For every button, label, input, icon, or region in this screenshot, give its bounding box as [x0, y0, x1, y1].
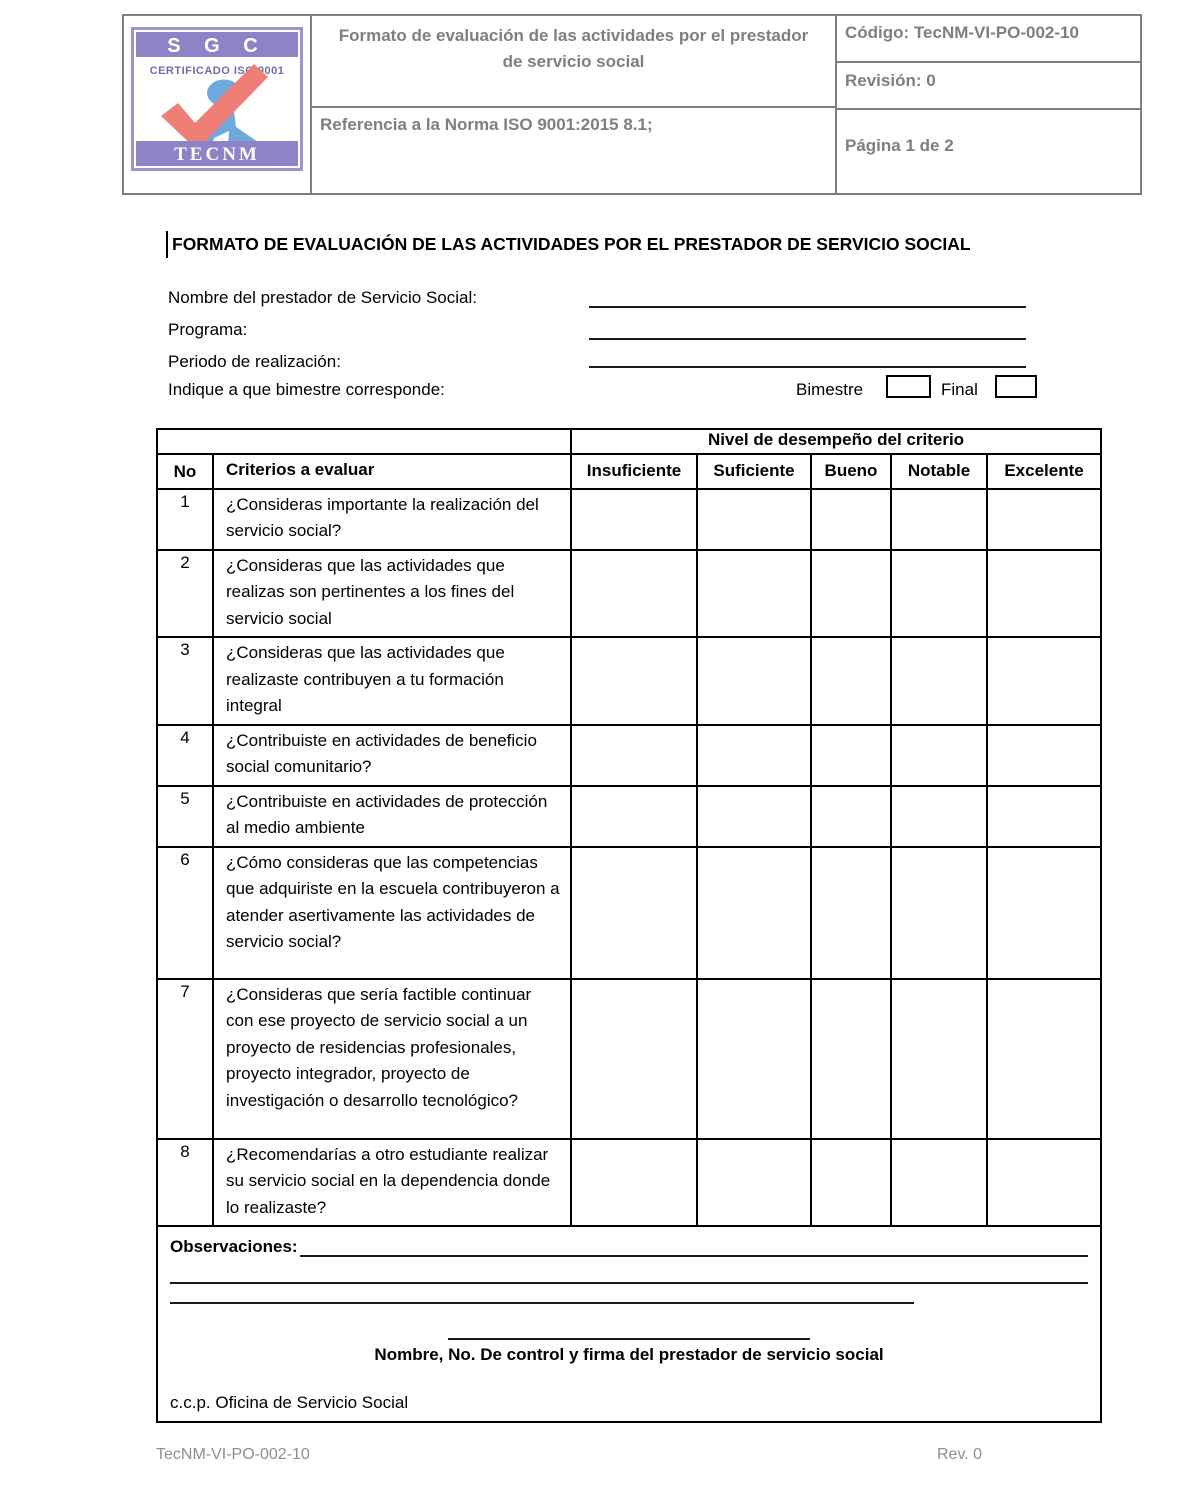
table-row: [157, 550, 1101, 638]
criterio-text: ¿Recomendarías a otro estudiante realizar su servicio social en la dependencia donde lo realizaste?: [213, 1139, 571, 1227]
sgc-tecnm-logo: [131, 27, 303, 171]
rating-cell[interactable]: [811, 489, 891, 550]
rating-cell[interactable]: [891, 1139, 987, 1227]
row-number: 5: [157, 786, 213, 847]
table-row: [157, 786, 1101, 847]
col-header-notable: Notable: [891, 454, 987, 489]
rating-cell[interactable]: [571, 1139, 697, 1227]
logo-cell: [124, 16, 310, 193]
rating-cell[interactable]: [571, 979, 697, 1139]
rating-cell[interactable]: [697, 550, 811, 638]
rating-cell[interactable]: [697, 786, 811, 847]
logo-sgc-text: S G C: [167, 35, 267, 57]
row-number: 2: [157, 550, 213, 638]
col-header-bueno: Bueno: [811, 454, 891, 489]
rating-cell[interactable]: [697, 847, 811, 979]
header-reference: Referencia a la Norma ISO 9001:2015 8.1;: [312, 106, 835, 193]
col-header-suficiente: Suficiente: [697, 454, 811, 489]
rating-cell[interactable]: [697, 725, 811, 786]
rating-cell[interactable]: [891, 550, 987, 638]
table-row: [157, 725, 1101, 786]
page-title: FORMATO DE EVALUACIÓN DE LAS ACTIVIDADES POR EL PRESTADOR DE SERVICIO SOCIAL: [172, 234, 971, 254]
signature-line[interactable]: [448, 1330, 810, 1340]
nombre-line[interactable]: [589, 289, 1026, 308]
rating-cell[interactable]: [987, 637, 1101, 725]
table-row: [157, 1139, 1101, 1227]
rating-cell[interactable]: [891, 847, 987, 979]
rating-cell[interactable]: [987, 1139, 1101, 1227]
rating-cell[interactable]: [811, 637, 891, 725]
table-row: [157, 637, 1101, 725]
rating-cell[interactable]: [571, 489, 697, 550]
rating-cell[interactable]: [811, 725, 891, 786]
rating-cell[interactable]: [571, 550, 697, 638]
table-row: [157, 489, 1101, 550]
ccp-text: c.c.p. Oficina de Servicio Social: [170, 1393, 409, 1412]
criteria-table-wrap: [156, 428, 1100, 1423]
rating-cell[interactable]: [987, 786, 1101, 847]
column-header-row: [157, 454, 1101, 489]
row-number: 7: [157, 979, 213, 1139]
bimestre-question-label: Indique a que bimestre corresponde:: [168, 380, 445, 399]
rating-cell[interactable]: [571, 786, 697, 847]
rating-cell[interactable]: [891, 979, 987, 1139]
col-header-no: No: [157, 454, 213, 489]
logo-tecnm-text: TECNM: [174, 144, 260, 165]
rating-cell[interactable]: [811, 979, 891, 1139]
row-number: 8: [157, 1139, 213, 1227]
rating-cell[interactable]: [811, 550, 891, 638]
rating-cell[interactable]: [811, 786, 891, 847]
rating-cell[interactable]: [571, 637, 697, 725]
periodo-label: Periodo de realización:: [168, 352, 341, 371]
group-header: Nivel de desempeño del criterio: [571, 429, 1101, 454]
criterio-text: ¿Consideras que las actividades que realizaste contribuyen a tu formación integral: [213, 637, 571, 725]
header-form-title: Formato de evaluación de las actividades por el prestador de servicio social: [338, 26, 809, 71]
rating-cell[interactable]: [697, 1139, 811, 1227]
rating-cell[interactable]: [811, 847, 891, 979]
rating-cell[interactable]: [987, 550, 1101, 638]
rating-cell[interactable]: [697, 637, 811, 725]
footer-document-code: TecNM-VI-PO-002-10: [156, 1446, 310, 1463]
row-number: 4: [157, 725, 213, 786]
header-revision: Revisión: 0: [837, 61, 1140, 108]
rating-cell[interactable]: [697, 489, 811, 550]
rating-cell[interactable]: [987, 847, 1101, 979]
table-row: [157, 847, 1101, 979]
rating-cell[interactable]: [891, 637, 987, 725]
header-right-column: [835, 16, 1140, 193]
criterio-text: ¿Consideras importante la realización del servicio social?: [213, 489, 571, 550]
footer-revision: Rev. 0: [937, 1446, 983, 1463]
signature-caption: Nombre, No. De control y firma del prestador de servicio social: [374, 1345, 884, 1364]
col-header-insuficiente: Insuficiente: [571, 454, 697, 489]
criterio-text: ¿Consideras que sería factible continuar con ese proyecto de servicio social a un proyecto de residencias profesionales, proyecto integrador, proyecto de investigación o desarrollo tecnológico?: [213, 979, 571, 1139]
final-checkbox[interactable]: [995, 375, 1037, 398]
header-codigo: Código: TecNM-VI-PO-002-10: [845, 23, 1079, 42]
rating-cell[interactable]: [571, 725, 697, 786]
row-number: 6: [157, 847, 213, 979]
observations-row: [157, 1226, 1101, 1422]
bimestre-checkbox[interactable]: [886, 375, 931, 398]
rating-cell[interactable]: [571, 847, 697, 979]
rating-cell[interactable]: [891, 489, 987, 550]
row-number: 3: [157, 637, 213, 725]
row-number: 1: [157, 489, 213, 550]
criteria-table: [156, 428, 1102, 1423]
programa-line[interactable]: [589, 321, 1026, 340]
observations-label: Observaciones:: [170, 1237, 298, 1256]
observaciones-line-2[interactable]: [170, 1266, 1088, 1284]
rating-cell[interactable]: [697, 979, 811, 1139]
logo-certificado-text: CERTIFICADO ISO 9001: [149, 65, 285, 77]
header-spacer: [157, 429, 571, 454]
observaciones-line-3[interactable]: [170, 1286, 914, 1304]
col-header-criterios: Criterios a evaluar: [213, 454, 571, 489]
periodo-line[interactable]: [589, 349, 1026, 368]
criterio-text: ¿Contribuiste en actividades de protección al medio ambiente: [213, 786, 571, 847]
rating-cell[interactable]: [811, 1139, 891, 1227]
header-middle-column: [310, 16, 835, 193]
header-pagina: Página 1 de 2: [837, 108, 1140, 193]
bimestre-label: Bimestre: [796, 380, 864, 399]
rating-cell[interactable]: [987, 489, 1101, 550]
header-table: [122, 14, 1142, 195]
criterio-text: ¿Consideras que las actividades que realizas son pertinentes a los fines del servicio social: [213, 550, 571, 638]
programa-label: Programa:: [168, 320, 248, 339]
criterio-text: ¿Contribuiste en actividades de beneficio social comunitario?: [213, 725, 571, 786]
rating-cell[interactable]: [891, 786, 987, 847]
observaciones-line-1[interactable]: [300, 1237, 1089, 1257]
final-label: Final: [941, 380, 978, 399]
col-header-excelente: Excelente: [987, 454, 1101, 489]
rating-cell[interactable]: [891, 725, 987, 786]
observations-cell: [157, 1226, 1101, 1422]
table-row: [157, 979, 1101, 1139]
rating-cell[interactable]: [987, 979, 1101, 1139]
rating-cell[interactable]: [987, 725, 1101, 786]
title-caret: [166, 231, 168, 258]
criterio-text: ¿Cómo consideras que las competencias que adquiriste en la escuela contribuyeron a atender asertivamente las actividades de servicio social?: [213, 847, 571, 979]
nombre-label: Nombre del prestador de Servicio Social:: [168, 288, 477, 307]
